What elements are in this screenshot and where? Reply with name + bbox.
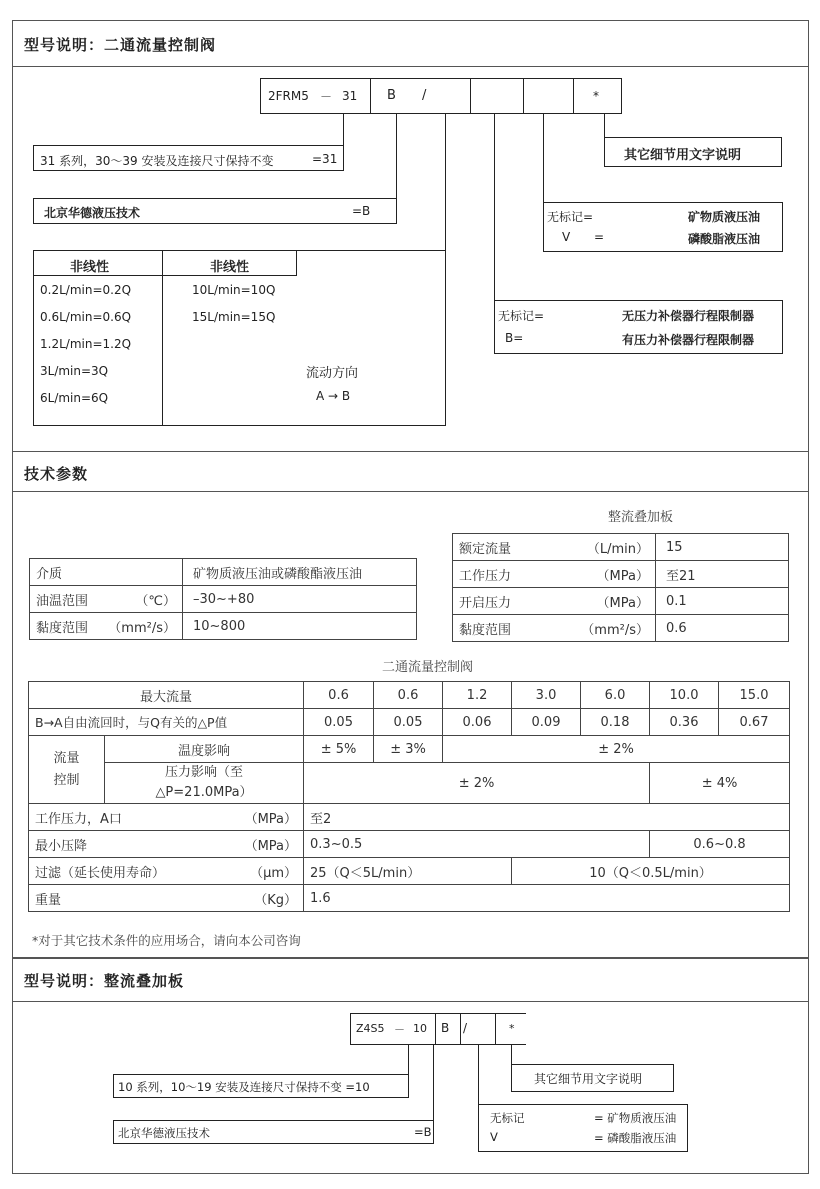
section2-title: 技术参数 <box>24 465 89 483</box>
series-desc: 31 系列，30～39 安装及连接尺寸保持不变 <box>40 154 274 168</box>
z-oil-v-label: V <box>490 1130 498 1144</box>
dp-2: 0.06 <box>443 709 512 736</box>
section1-title: 型号说明：二通流量控制阀 <box>24 36 217 54</box>
flow-col1-header: 非线性 <box>70 260 110 275</box>
max-flow-4: 6.0 <box>581 682 650 709</box>
z-connector-series <box>408 1045 409 1075</box>
comp-none-label: 无标记= <box>498 309 545 323</box>
connector-oil <box>543 114 544 202</box>
temp-2: ± 3% <box>374 736 443 763</box>
temp-3: ± 2% <box>443 736 790 763</box>
connector-series <box>343 114 344 146</box>
code-star: * <box>593 89 599 103</box>
dp-1: 0.05 <box>374 709 443 736</box>
subplate-unit: （L/min） <box>586 541 649 557</box>
subplate-unit: （mm²/s） <box>581 622 649 638</box>
medium-label-cell <box>30 613 183 640</box>
max-flow-2: 1.2 <box>443 682 512 709</box>
dp-4: 0.18 <box>581 709 650 736</box>
code-dash: － <box>320 90 333 104</box>
min-2: 0.6~0.8 <box>650 831 790 858</box>
section2-divider <box>12 491 809 492</box>
max-flow-5: 10.0 <box>650 682 719 709</box>
medium-table <box>29 558 417 640</box>
min-label: 最小压降 <box>35 838 88 854</box>
z-series-desc: 10 系列，10～19 安装及连接尺寸保持不变 =10 <box>118 1080 370 1094</box>
tech-eq: =B <box>352 204 371 218</box>
flow-direction-label: 流动方向 <box>306 366 359 381</box>
oil-none-label: 无标记= <box>547 210 594 224</box>
z-other: 其它细节用文字说明 <box>534 1072 643 1086</box>
row-work <box>29 804 790 831</box>
z-connector-tech <box>433 1045 434 1121</box>
min-label-cell <box>29 831 304 858</box>
subplate-label-cell <box>453 588 656 615</box>
max-flow-label: 最大流量 <box>29 682 304 709</box>
dp-3: 0.09 <box>512 709 581 736</box>
subplate-row <box>453 534 789 561</box>
subplate-unit: （MPa） <box>596 595 649 611</box>
medium-label-cell <box>30 559 183 586</box>
row-min <box>29 831 790 858</box>
press-1: ± 2% <box>304 763 650 804</box>
z-oil-v-value: = 磷酸脂液压油 <box>594 1131 677 1145</box>
subplate-name: 额定流量 <box>459 541 512 557</box>
flow-control-label-1: 流量 <box>53 750 80 766</box>
dp-6: 0.67 <box>719 709 790 736</box>
max-flow-0: 0.6 <box>304 682 374 709</box>
weight-value: 1.6 <box>304 885 790 912</box>
flow-col2-item-0: 10L/min=10Q <box>192 283 276 297</box>
row-temp <box>29 736 790 763</box>
subplate-name: 工作压力 <box>459 568 512 584</box>
oil-none-value: 矿物质液压油 <box>688 210 761 224</box>
subplate-value: 0.6 <box>656 615 789 642</box>
subplate-label-cell <box>453 561 656 588</box>
subplate-name: 黏度范围 <box>459 622 512 638</box>
row-weight <box>29 885 790 912</box>
z-oil-none-label: 无标记 <box>490 1111 525 1125</box>
z-code-dash: － <box>394 1023 405 1036</box>
code-pressure: B <box>387 88 396 103</box>
z-code-series: 10 <box>413 1022 427 1035</box>
weight-unit: （Kg） <box>254 892 298 908</box>
medium-row <box>30 613 417 640</box>
oil-v-eq: = <box>594 230 605 244</box>
medium-name: 黏度范围 <box>36 620 89 636</box>
medium-value: –30~+80 <box>183 586 417 613</box>
code-series: 31 <box>342 89 358 103</box>
max-flow-6: 15.0 <box>719 682 790 709</box>
model-code-row <box>260 78 622 114</box>
medium-value: 10~800 <box>183 613 417 640</box>
connector-other <box>604 114 605 138</box>
code-model: 2FRM5 <box>268 89 309 103</box>
code-slash: / <box>422 88 427 103</box>
dp-5: 0.36 <box>650 709 719 736</box>
row-press <box>29 763 790 804</box>
valve-table-title: 二通流量控制阀 <box>382 660 474 675</box>
flow-col1-item-4: 6L/min=6Q <box>40 391 109 405</box>
press-label-1: 压力影响（至 <box>165 765 244 780</box>
row-filter <box>29 858 790 885</box>
valve-table <box>28 681 790 912</box>
z-code-model: Z4S5 <box>356 1022 385 1035</box>
connector-tech <box>396 114 397 198</box>
row-dp <box>29 709 790 736</box>
medium-unit: （mm²/s） <box>108 620 176 636</box>
flow-control-label <box>29 736 105 804</box>
filter-1: 25（Q＜5L/min） <box>304 858 512 885</box>
subplate-row <box>453 588 789 615</box>
flow-col1-item-2: 1.2L/min=1.2Q <box>40 337 132 351</box>
filter-label: 过滤（延长使用寿命） <box>35 865 166 881</box>
subplate-label-cell <box>453 534 656 561</box>
min-unit: （MPa） <box>244 838 298 854</box>
medium-value: 矿物质液压油或磷酸酯液压油 <box>183 559 417 586</box>
comp-b-value: 有压力补偿器行程限制器 <box>622 333 755 347</box>
flow-col2-header: 非线性 <box>210 260 250 275</box>
footnote: *对于其它技术条件的应用场合，请向本公司咨询 <box>32 933 301 948</box>
z-oil-none-value: = 矿物质液压油 <box>594 1111 677 1125</box>
medium-row <box>30 586 417 613</box>
min-1: 0.3~0.5 <box>304 831 650 858</box>
subplate-value: 0.1 <box>656 588 789 615</box>
max-flow-1: 0.6 <box>374 682 443 709</box>
temp-1: ± 5% <box>304 736 374 763</box>
work-unit: （MPa） <box>244 811 298 827</box>
oil-v-label: V <box>562 230 571 244</box>
subplate-value: 15 <box>656 534 789 561</box>
dp-label: B→A自由流回时，与Q有关的△P值 <box>29 709 304 736</box>
flow-control-label-2: 控制 <box>53 772 80 788</box>
flow-col1-item-3: 3L/min=3Q <box>40 364 109 378</box>
section3-top <box>12 958 809 959</box>
z-connector-oil <box>478 1045 479 1105</box>
work-label: 工作压力，A口 <box>35 811 122 827</box>
filter-unit: （μm） <box>250 865 298 881</box>
press-label <box>105 763 304 804</box>
comp-b-label: B= <box>505 331 524 345</box>
medium-row <box>30 559 417 586</box>
weight-label: 重量 <box>35 892 62 908</box>
subplate-code-row <box>350 1013 526 1045</box>
section1-divider <box>12 66 809 67</box>
z-code-star: * <box>509 1022 515 1035</box>
z-code-pressure: B <box>441 1021 450 1035</box>
medium-name: 介质 <box>36 566 63 582</box>
z-code-slash: / <box>463 1021 468 1035</box>
medium-unit: （℃） <box>135 593 176 609</box>
filter-label-cell <box>29 858 304 885</box>
subplate-unit: （MPa） <box>596 568 649 584</box>
section3-title: 型号说明：整流叠加板 <box>24 972 185 990</box>
flow-col1-item-1: 0.6L/min=0.6Q <box>40 310 132 324</box>
work-value: 至2 <box>304 804 790 831</box>
dp-0: 0.05 <box>304 709 374 736</box>
filter-2: 10（Q＜0.5L/min） <box>512 858 790 885</box>
other-detail: 其它细节用文字说明 <box>624 148 742 163</box>
subplate-label-cell <box>453 615 656 642</box>
tech-desc: 北京华德液压技术 <box>44 206 141 220</box>
z-tech-desc: 北京华德液压技术 <box>118 1126 210 1140</box>
medium-name: 油温范围 <box>36 593 89 609</box>
subplate-name: 开启压力 <box>459 595 512 611</box>
section3-divider <box>12 1001 809 1002</box>
max-flow-3: 3.0 <box>512 682 581 709</box>
subplate-value: 至21 <box>656 561 789 588</box>
work-label-cell <box>29 804 304 831</box>
z-connector-other <box>511 1045 512 1065</box>
subplate-title: 整流叠加板 <box>608 510 674 525</box>
medium-label-cell <box>30 586 183 613</box>
subplate-table <box>452 533 789 642</box>
flow-direction-value: A → B <box>316 389 351 403</box>
row-max-flow <box>29 682 790 709</box>
subplate-row <box>453 615 789 642</box>
temp-label: 温度影响 <box>105 736 304 763</box>
press-2: ± 4% <box>650 763 790 804</box>
subplate-row <box>453 561 789 588</box>
oil-v-value: 磷酸脂液压油 <box>688 232 761 246</box>
flow-col2-item-1: 15L/min=15Q <box>192 310 276 324</box>
press-label-2: △P=21.0MPa） <box>155 785 253 800</box>
weight-label-cell <box>29 885 304 912</box>
z-tech-eq: =B <box>414 1125 432 1139</box>
connector-comp <box>494 114 495 300</box>
comp-none-value: 无压力补偿器行程限制器 <box>622 309 755 323</box>
series-eq: =31 <box>312 152 338 166</box>
flow-col1-item-0: 0.2L/min=0.2Q <box>40 283 132 297</box>
